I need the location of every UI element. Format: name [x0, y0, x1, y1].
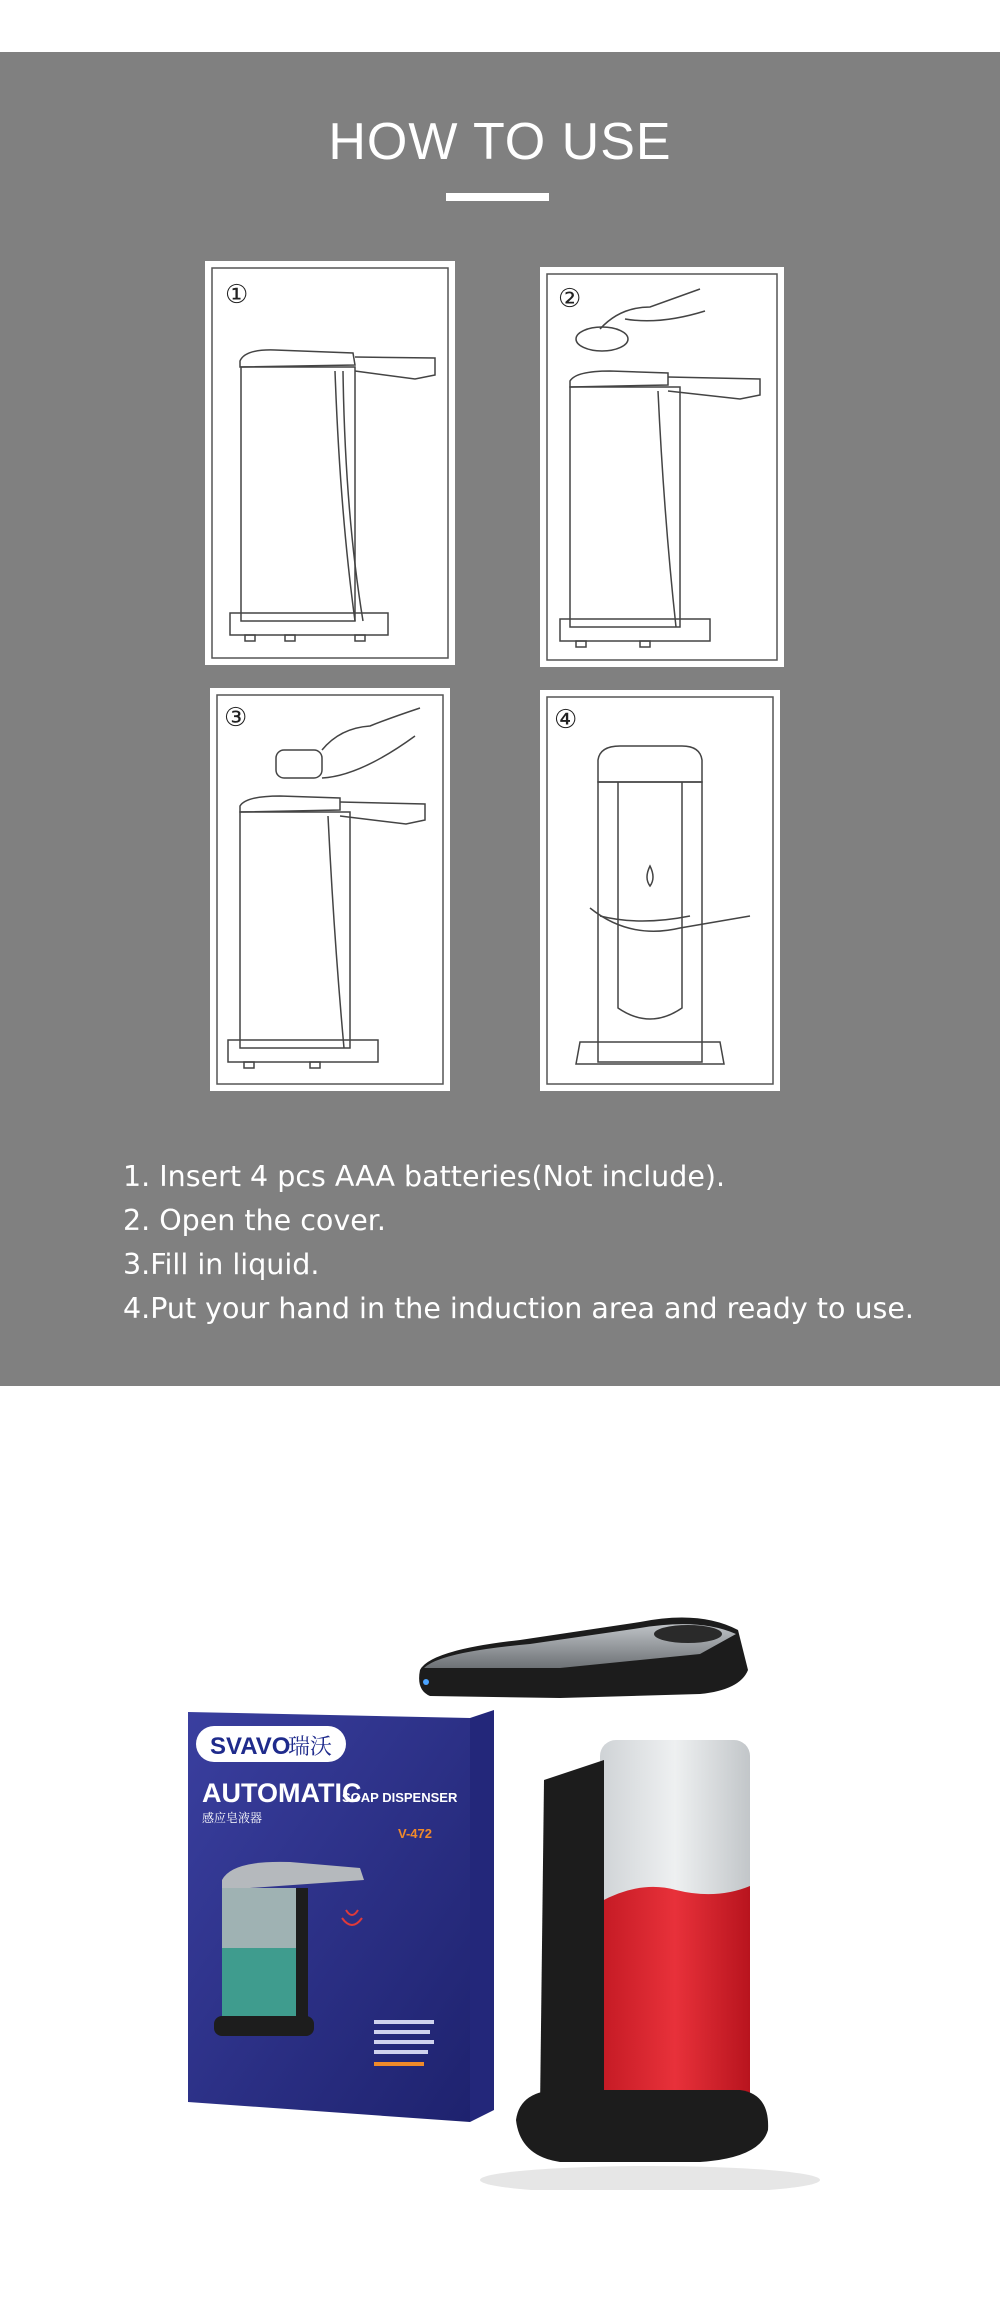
step-number: ④: [554, 705, 578, 735]
product-box: [188, 1710, 494, 2122]
step-card-1: [205, 261, 455, 665]
instructions-list: [123, 1155, 914, 1331]
dispenser-front-outline: [576, 746, 724, 1064]
open-palm: [590, 908, 750, 931]
instruction-line: 3.Fill in liquid.: [123, 1248, 320, 1281]
hand-pouring-liquid: [276, 708, 420, 778]
box-brand-cn: 瑞沃: [288, 1735, 333, 1760]
box-brand: SVAVO: [210, 1733, 291, 1760]
step-card-2: [540, 267, 784, 667]
box-model: V-472: [398, 1826, 432, 1841]
step-card-3: [210, 688, 450, 1091]
dispenser-outline: [228, 796, 425, 1068]
dispenser-outline: [230, 350, 435, 641]
step-number: ②: [558, 284, 582, 314]
instruction-line: 2. Open the cover.: [123, 1204, 386, 1237]
dispenser-outline: [560, 371, 760, 647]
box-subtitle: SOAP DISPENSER: [342, 1790, 458, 1805]
step-3-illustration: [210, 688, 450, 1091]
hand-lifting-cover: [576, 289, 705, 351]
section-title: HOW TO USE: [328, 113, 672, 171]
box-title: AUTOMATIC: [202, 1778, 362, 1808]
box-subtitle-cn: 感应皂液器: [202, 1811, 263, 1825]
product-photo: [0, 1590, 1000, 2190]
instruction-line: 1. Insert 4 pcs AAA batteries(Not include).: [123, 1160, 726, 1193]
step-card-4: [540, 690, 780, 1091]
step-2-illustration: [540, 267, 784, 667]
step-number: ③: [224, 703, 248, 733]
step-number: ①: [225, 280, 249, 310]
step-4-illustration: [540, 690, 780, 1091]
instruction-line: 4.Put your hand in the induction area and ready to use.: [123, 1292, 914, 1325]
step-1-illustration: [205, 261, 455, 665]
title-underline: [446, 193, 549, 201]
